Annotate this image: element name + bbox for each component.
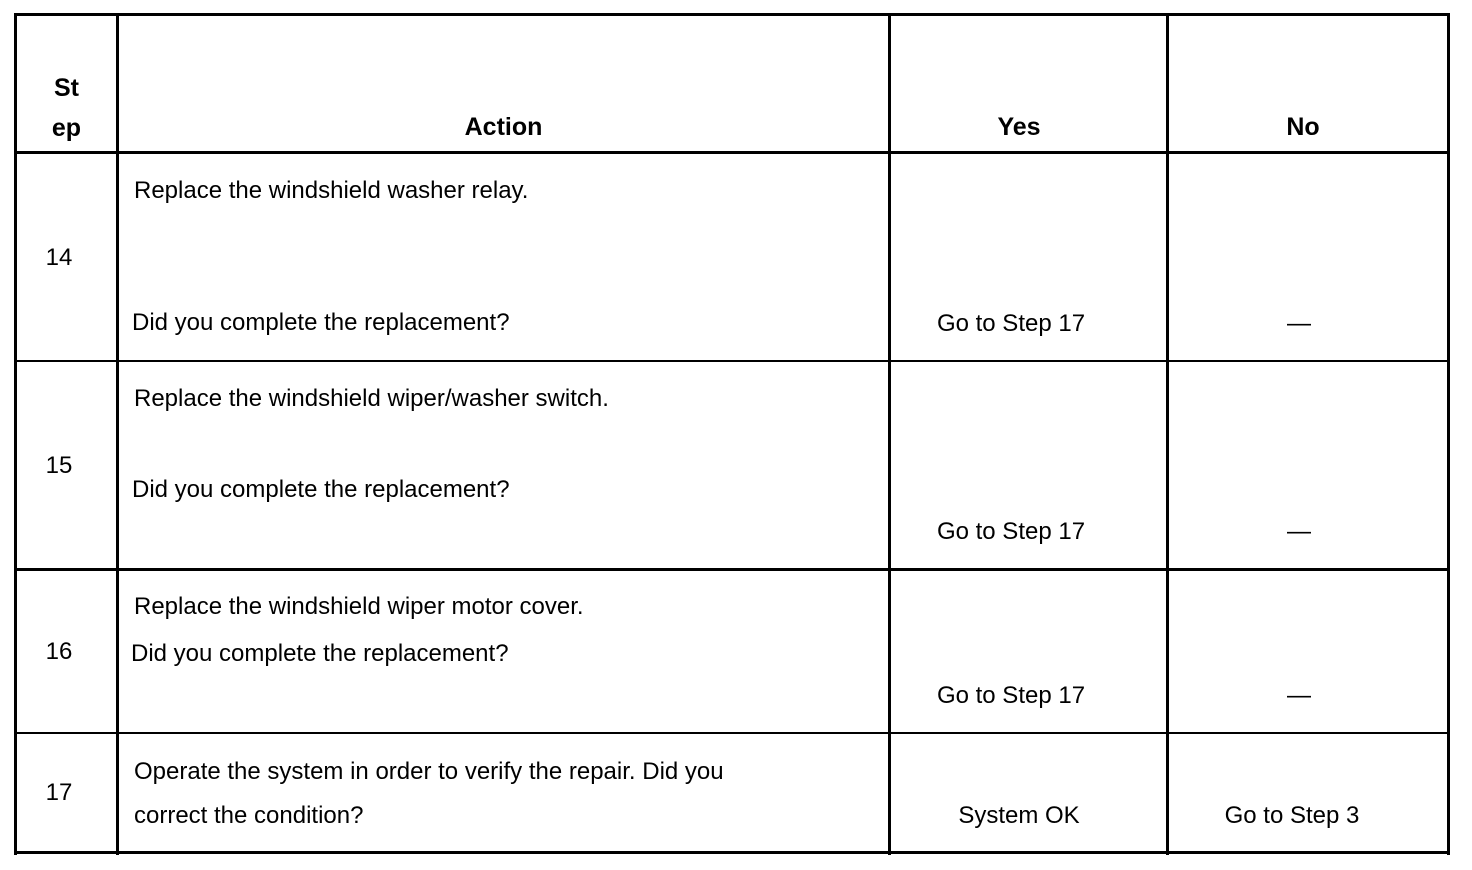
table-border-bottom	[14, 851, 1450, 854]
no-result: —	[1287, 310, 1311, 337]
no-result: —	[1287, 682, 1311, 709]
header-no: No	[1286, 113, 1320, 141]
header-yes: Yes	[997, 113, 1041, 141]
action-question: Did you complete the replacement?	[131, 640, 509, 667]
row-divider	[14, 732, 1450, 734]
row-divider	[14, 568, 1450, 571]
step-number: 15	[45, 452, 73, 479]
yes-result: System OK	[958, 802, 1080, 829]
action-instruction: Replace the windshield washer relay.	[134, 177, 529, 204]
header-step-line1: St	[54, 74, 79, 102]
action-instruction: Replace the windshield wiper motor cover.	[134, 593, 584, 620]
action-question: Did you complete the replacement?	[132, 476, 510, 503]
diagnostic-table	[14, 13, 1450, 855]
table-border-right	[1447, 13, 1450, 855]
yes-result: Go to Step 17	[936, 310, 1086, 337]
row-divider	[14, 360, 1450, 362]
no-result: —	[1287, 518, 1311, 545]
header-step-line2: ep	[51, 114, 82, 142]
yes-result: Go to Step 17	[936, 518, 1086, 545]
no-result: Go to Step 3	[1224, 802, 1360, 829]
header-divider	[14, 151, 1450, 154]
action-instruction: Operate the system in order to verify the repair. Did you	[134, 758, 724, 785]
header-step	[17, 68, 116, 148]
action-question: Did you complete the replacement?	[132, 309, 510, 336]
action-question: correct the condition?	[134, 802, 364, 829]
yes-result: Go to Step 17	[936, 682, 1086, 709]
step-number: 17	[45, 779, 73, 806]
step-number: 16	[45, 638, 73, 665]
action-instruction: Replace the windshield wiper/washer switch.	[134, 385, 609, 412]
table-border-top	[14, 13, 1450, 16]
header-action: Action	[464, 113, 543, 141]
step-number: 14	[45, 244, 73, 271]
